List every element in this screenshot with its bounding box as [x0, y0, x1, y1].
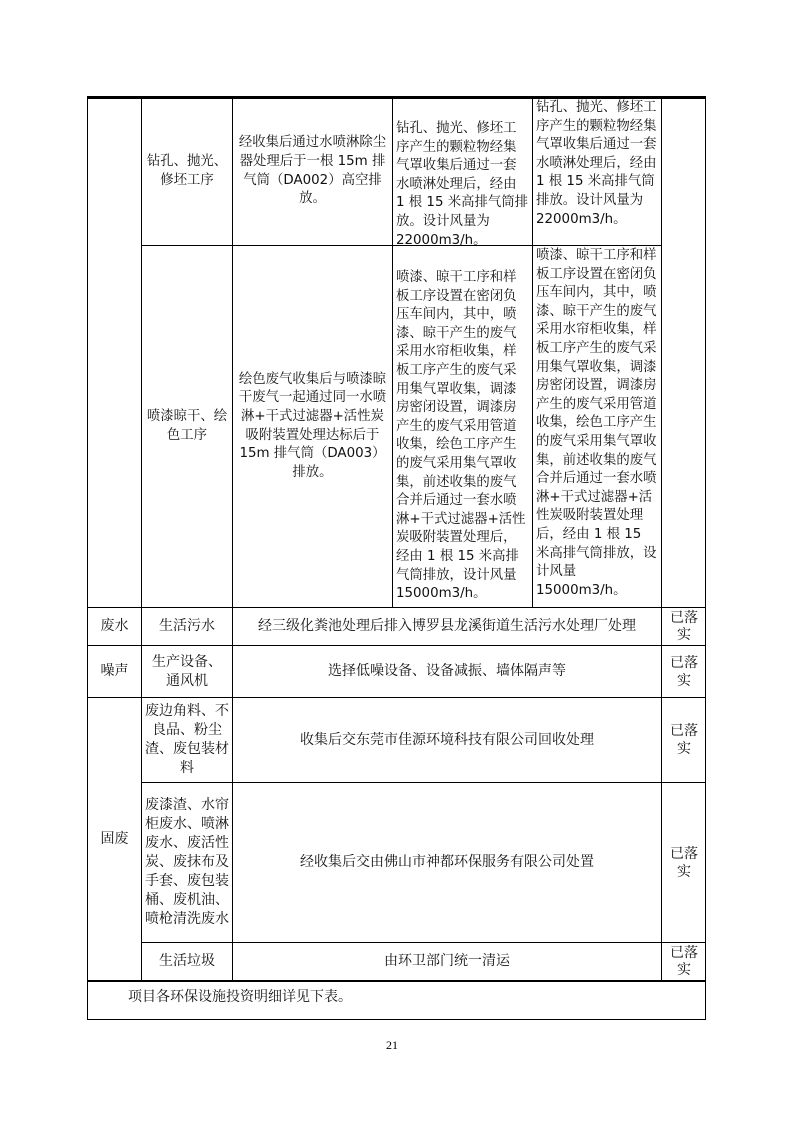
- eia-requirement-text: 经收集后通过水喷淋除尘器处理后于一根 15m 排气筒（DA002）高空排放。: [238, 135, 387, 207]
- category-wastewater: [88, 608, 141, 645]
- status-text: 已落实: [670, 654, 698, 689]
- actual-text: 喷漆、晾干工序和样板工序设置在密闭负压车间内，其中，喷漆、晾干产生的废气采用水帘柜收集，样板工序产生的废气采用集气罩收集，调漆房密闭设置，调漆房产生的废气采用管道收集，绘色工序产生的废气采用集气罩收集，前述收集的废气合并后通过一套水喷淋+干式过滤器+活性炭吸附装置处理后，经由 1 根 15 米高排气筒排放，设计风量 15000m3/h。: [536, 248, 657, 598]
- design-cell: [393, 246, 532, 607]
- category-solid-waste: [88, 698, 141, 980]
- measure-cell: [233, 646, 661, 697]
- measure-cell: [233, 783, 661, 942]
- source-cell: [142, 646, 232, 697]
- category-text: 废水: [100, 618, 129, 635]
- category-text: 噪声: [100, 663, 129, 680]
- measure-cell: [233, 608, 661, 645]
- status-cell: [662, 698, 706, 782]
- actual-cell: [533, 98, 661, 245]
- eia-requirement-cell: [233, 246, 392, 607]
- measure-text: 收集后交东莞市佳源环境科技有限公司回收处理: [300, 731, 594, 748]
- design-cell: [393, 98, 532, 248]
- page-number: 21: [386, 1038, 398, 1052]
- actual-cell: [533, 246, 661, 607]
- footer-note: 项目各环保设施投资明细详见下表。: [128, 989, 352, 1005]
- eia-requirement-text: 绘色废气收集后与喷漆晾干废气一起通过同一水喷淋+干式过滤器+活性炭吸附装置处理达标后于 15m 排气筒（DA003）排放。: [238, 371, 387, 480]
- category-noise: [88, 646, 141, 697]
- design-text: 钻孔、抛光、修坯工序产生的颗粒物经集气罩收集后通过一套水喷淋处理后，经由 1 根 15 米高排气筒排放。设计风量为 22000m3/h。: [396, 121, 529, 248]
- source-cell: [142, 608, 232, 645]
- source-cell: [142, 698, 232, 782]
- status-text: 已落实: [670, 723, 698, 757]
- source-text: 生产设备、通风机: [152, 653, 222, 689]
- source-text: 废漆渣、水帘柜废水、喷淋废水、废活性炭、废抹布及手套、废包装桶、废机油、喷枪清洗废水: [145, 797, 229, 927]
- status-text: 已落实: [670, 845, 698, 880]
- source-cell: [142, 943, 232, 980]
- measure-cell: [233, 943, 661, 980]
- measure-text: 经三级化粪池处理后排入博罗县龙溪街道生活污水处理厂处理: [258, 618, 636, 635]
- process-cell: [142, 98, 232, 245]
- process-text: 喷漆晾干、绘色工序: [146, 408, 228, 443]
- eia-requirement-cell: [233, 98, 392, 245]
- status-text: 已落实: [670, 944, 698, 978]
- status-cell: [662, 608, 706, 645]
- source-text: 生活污水: [159, 618, 215, 635]
- source-text: 废边角料、不良品、粉尘渣、废包装材料: [145, 703, 229, 776]
- measure-text: 由环卫部门统一清运: [384, 953, 510, 970]
- status-cell: [662, 943, 706, 980]
- source-cell: [142, 783, 232, 942]
- measure-cell: [233, 698, 661, 782]
- category-text: 固废: [100, 830, 129, 847]
- status-text: 已落实: [670, 609, 698, 643]
- process-text: 钻孔、抛光、修坯工序: [146, 153, 228, 188]
- process-cell: [142, 246, 232, 607]
- measure-text: 经收集后交由佛山市神都环保服务有限公司处置: [300, 854, 594, 871]
- measure-text: 选择低噪设备、设备减振、墙体隔声等: [328, 663, 566, 680]
- actual-text: 钻孔、抛光、修坯工序产生的颗粒物经集气罩收集后通过一套水喷淋处理后，经由 1 根 15 米高排气筒排放。设计风量为 22000m3/h。: [536, 100, 657, 227]
- status-cell: [662, 646, 706, 697]
- design-text: 喷漆、晾干工序和样板工序设置在密闭负压车间内，其中，喷漆、晾干产生的废气采用水帘柜收集，样板工序产生的废气采用集气罩收集，调漆房密闭设置，调漆房产生的废气采用管道收集，绘色工序产生的废气采用集气罩收集，前述收集的废气合并后通过一套水喷淋+干式过滤器+活性炭吸附装置处理后，经由 1 根 15 米高排气筒排放，设计风量 15000m3/h。: [396, 270, 526, 602]
- status-cell: [662, 783, 706, 942]
- source-text: 生活垃圾: [159, 953, 215, 970]
- row-divider: [87, 980, 706, 982]
